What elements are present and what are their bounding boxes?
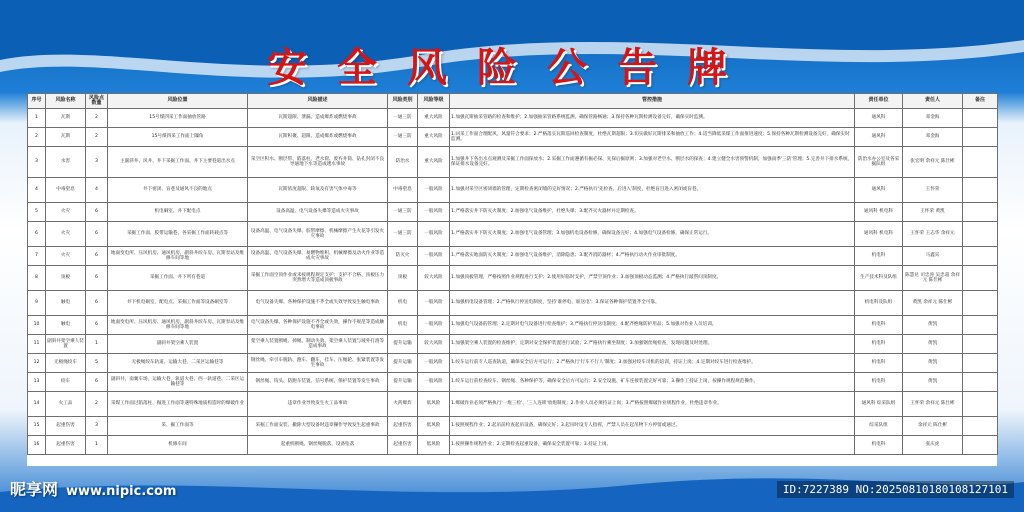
cell-note [963,392,998,417]
cell-note [963,316,998,335]
col-header: 备注 [963,94,998,109]
cell-level: 一般风险 [418,373,450,392]
cell-cat: 防治水 [388,147,418,178]
cell-measure: 1.严格落实地面防灭火制度；2.加强电气设备维护，消除隐患；3.配齐消防器材；4.严格执行动火作业审批制度。 [450,247,855,266]
cell-person: 张宏明 余祥元 陈仕彬 [903,147,963,178]
cell-note [963,354,998,373]
cell-person: 王怀荣 黄凯 [903,203,963,222]
cell-desc: 起重机断绳、钢丝绳脱落、设备坠落 [248,436,388,455]
col-header: 风险等级 [418,94,450,109]
col-header: 风险点数量 [86,94,108,109]
cell-name: 无极绳绞车 [46,354,86,373]
cell-person: 黄凯 [903,354,963,373]
cell-name: 瓦斯 [46,128,86,147]
cell-note [963,147,998,178]
cell-unit: 机电科及队组 [855,291,903,316]
cell-level: 较大风险 [418,335,450,354]
cell-person: 余祥元 陈仕彬 [903,417,963,436]
cell-note [963,178,998,203]
cell-note [963,247,998,266]
cell-location: 地面变电所、压风机房、通风机房、副斜井绞车房、瓦斯泵站及维修车间等地 [108,316,248,335]
cell-desc: 瓦斯超限、泄漏、造成爆炸或燃烧事故 [248,109,388,128]
cell-location: 无极绳绞车轨道、运输大巷、二采区运输巷等 [108,354,248,373]
cell-person: 王怀荣 余祥元 陈仕彬 [903,392,963,417]
cell-unit: 通风科 机电科 [855,222,903,247]
watermark-brand [10,477,176,500]
cell-location: 副斜井、南翼车场、运输大巷、轨道大巷、西一轨道巷、二采区运输巷等 [108,373,248,392]
cell-level: 一般风险 [418,203,450,222]
cell-note [963,436,998,455]
table-row [28,147,998,178]
cell-measure: 1.爆破作业必须严格执行'一炮三检'、'三人连锁'放炮制度；2.作业人员必须持证上岗；3.严格按照爆破作业规程作业，杜绝违章作业。 [450,392,855,417]
cell-person: 黄凯 [903,316,963,335]
cell-count: 3 [86,147,108,178]
cell-unit: 机电科 [855,354,903,373]
cell-count: 6 [86,203,108,222]
cell-desc: 采掘工作面安装、撤除大型设备时违章操作导致发生起重事故 [248,417,388,436]
cell-note [963,373,998,392]
cell-cat: 提升运输 [388,354,418,373]
cell-count: 1 [86,436,108,455]
cell-desc: 架空乘人装置断绳、掉绳、制动失效、架空乘人装置与坡外打滑等造成事故 [248,335,388,354]
cell-no: 8 [28,266,46,291]
cell-person: 王怀荣 王志华 余祥元 [903,222,963,247]
cell-location: 15号煤四采工作面上隅角 [108,128,248,147]
cell-no: 16 [28,436,46,455]
cell-no: 5 [28,203,46,222]
cell-no: 7 [28,247,46,266]
cell-unit: 防治水办公室及各采掘队组 [855,147,903,178]
cell-note [963,128,998,147]
cell-name: 触电 [46,316,86,335]
cell-unit: 机电科 [855,335,903,354]
cell-cat: 提升运输 [388,335,418,354]
table-row [28,316,998,335]
cell-note [963,291,998,316]
cell-cat: 一通三防 [388,128,418,147]
cell-cat: 机电 [388,291,418,316]
risk-table [27,93,998,455]
cell-person: 邓金海 [903,109,963,128]
cell-unit: 通风科 [855,109,903,128]
cell-count: 6 [86,222,108,247]
cell-person: 王怀荣 [903,178,963,203]
cell-no: 9 [28,291,46,316]
cell-desc: 设备高温、电气设备失爆、胶带摩擦、机械摩擦产生火花等引发火灾事故 [248,222,388,247]
table-row [28,354,998,373]
cell-name: 水害 [46,147,86,178]
cell-name: 火灾 [46,222,86,247]
cell-location: 机修车间 [108,436,248,455]
cell-cat: 一通三防 [388,222,418,247]
cell-level: 一般风险 [418,247,450,266]
cell-level: 低风险 [418,417,450,436]
cell-measure: 1.加强顶板管理，严格按照作业规程进行支护；2.使用好临时支护，严禁空顶作业；3.加强顶板动态监测；4.严格执行敲帮问顶制度。 [450,266,855,291]
cell-unit: 机电科 [855,316,903,335]
cell-measure: 1.绞车运行前检查绞车、钢丝绳、各种保护等，确保安全后方可运行；2.安全设施、矿车连接装置完好可靠；3.操作工持证上岗，按操作规程规范操作。 [450,373,855,392]
cell-name: 中毒窒息 [46,178,86,203]
cell-name: 起重伤害 [46,436,86,455]
cell-cat: 提升运输 [388,373,418,392]
cell-cat: 火药爆炸 [388,392,418,417]
cell-cat: 起重伤害 [388,436,418,455]
cell-level: 一般风险 [418,291,450,316]
cell-name: 起重伤害 [46,417,86,436]
cell-cat: 机电 [388,316,418,335]
cell-no: 15 [28,417,46,436]
cell-count: 6 [86,291,108,316]
cell-name: 瓦斯 [46,109,86,128]
cell-unit: 通风科 综采队组 [855,392,903,417]
table-row [28,373,998,392]
cell-unit: 通风科 [855,128,903,147]
table-row [28,392,998,417]
cell-count: 6 [86,373,108,392]
cell-location: 采掘工作面、胶带运输巷、各采掘工作面转载点等 [108,222,248,247]
cell-no: 12 [28,354,46,373]
table-row [28,247,998,266]
cell-note [963,109,998,128]
cell-name: 触电 [46,291,86,316]
cell-count: 6 [86,247,108,266]
cell-location: 15号煤四采工作面抽放管路 [108,109,248,128]
cell-unit: 通风科 机电科 [855,203,903,222]
table-row [28,436,998,455]
cell-desc: 设备高温、电气设备失爆、易燃物堆积、机械摩擦及动火作业等造成火灾事故 [248,247,388,266]
cell-desc: 违章作业导致发生火工品事故 [248,392,388,417]
cell-level: 重大风险 [418,128,450,147]
cell-location: 机电硐室、井下配电点 [108,203,248,222]
cell-level: 重大风险 [418,147,450,178]
cell-location: 采煤工作面过陷落柱、掘进工作面等遇特殊地质构造时的爆破作业 [108,392,248,417]
cell-cat: 起重伤害 [388,417,418,436]
watermark-id: ID:7227389 NO:20250810180108127101 [777,481,1014,498]
col-header: 风险位置 [108,94,248,109]
cell-desc: 电气设备失爆、各种保护设施不齐全或失效，操作不规范等造成触电事故 [248,316,388,335]
cell-no: 11 [28,335,46,354]
cell-no: 14 [28,392,46,417]
cell-level: 一般风险 [418,178,450,203]
cell-location: 副斜井架空乘人装置 [108,335,248,354]
table-row [28,203,998,222]
cell-level: 低风险 [418,392,450,417]
table-row [28,266,998,291]
watermark-url: www.nipic.com [66,484,177,499]
cell-person: 陈慧兑 司忠涛 吴忠超 余祥元 陈仕彬 [903,266,963,291]
cell-count: 5 [86,354,108,373]
cell-level: 重大风险 [418,109,450,128]
cell-cat: 中毒窒息 [388,178,418,203]
cell-unit: 综采队组 [855,417,903,436]
cell-no: 6 [28,222,46,247]
cell-person: 马鑫宾 [903,247,963,266]
cell-no: 10 [28,316,46,335]
cell-no: 2 [28,128,46,147]
col-header: 责任人 [903,94,963,109]
cell-measure: 1.按照规程作业；2.起吊前检查起吊设备，确保完好；3.起吊时设专人指挥，严禁人员在起吊物下方停留或通过。 [450,417,855,436]
cell-person: 黄凯 余祥元 陈仕彬 [903,291,963,316]
col-header: 风险描述 [248,94,388,109]
cell-measure: 1.加强瓦斯抽采管路的检查和维护；2.加强抽采管路系统监测，确保管路畅通；3.保持各种瓦斯检测设备完好，确保实时监测。 [450,109,855,128]
table-row [28,109,998,128]
cell-count: 2 [86,392,108,417]
cell-name: 火灾 [46,247,86,266]
cell-note [963,222,998,247]
cell-person: 黄凯 [903,335,963,354]
cell-note [963,203,998,222]
table-row [28,178,998,203]
cell-measure: 1.加强对采空区密闭墙的管理，定期检查密闭墙的完好情况；2.严格执行'先检查、后进入'制度，杜绝盲目进入密闭或盲巷。 [450,178,855,203]
cell-count: 6 [86,266,108,291]
cell-desc: 设备高温、电气设备失爆等造成火灾事故 [248,203,388,222]
col-header: 风险类别 [388,94,418,109]
cell-note [963,417,998,436]
cell-desc: 采掘工作面空顶作业或未按规程规定支护；支护不合格、顶板压力突然增大等造成顶板事故 [248,266,388,291]
cell-measure: 1.加强电气设备的管理；2.定期对电气设备进行检查维护；3.严格执行停送电制度；4.配齐绝缘防护用品；5.加强对作业人员培训。 [450,316,855,335]
cell-note [963,266,998,291]
cell-no: 1 [28,109,46,128]
cell-desc: 瓦斯积聚、超限、造成爆炸或燃烧事故 [248,128,388,147]
cell-location: 井下密闭、盲巷及通风不良的地点 [108,178,248,203]
cell-cat: 防灭火 [388,247,418,266]
cell-unit: 生产技术科及队组 [855,266,903,291]
cell-no: 13 [28,373,46,392]
cell-unit: 通风科 [855,178,903,203]
cell-unit: 机电科 [855,436,903,455]
cell-measure: 1.按照操作规程作业；2.定期检查起重设备，确保安全装置可靠；3.持证上岗。 [450,436,855,455]
cell-name: 顶板 [46,266,86,291]
cell-count: 1 [86,335,108,354]
cell-measure: 1.加强井下各出水点观测及采掘工作面探放水；2.采掘工作面遵循有掘必探、先探后掘原则；3.加强对老空水、断层水的探查；4.建立健全水害预警机制，加强雨季'三防'管理；5.完善井下排水系统，保证排水设备完好。 [450,147,855,178]
cell-person: 张庆虎 [903,436,963,455]
col-header: 管控措施 [450,94,855,109]
cell-location: 采掘工作面、井下所有巷道 [108,266,248,291]
col-header: 序号 [28,94,46,109]
table-row [28,128,998,147]
col-header: 风险名称 [46,94,86,109]
cell-measure: 1.加强架空乘人装置的检查维护，定期对安全保护装置进行试验；2.严格执行乘坐制度；3.加强钢丝绳检查，发现问题及时处理。 [450,335,855,354]
cell-no: 3 [28,147,46,178]
cell-desc: 采空区积水、断层带、陷落柱、老水窟、废弃井筒、钻孔封闭不良导通地下水等造成透水事故 [248,147,388,178]
cell-note [963,335,998,354]
table-row [28,291,998,316]
watermark-brand-text: 昵享网 [10,480,59,499]
cell-measure: 1.严格落实井下防灭火制度；2.加强电气设备维护，杜绝失爆；3.配齐灭火器材并定期检查。 [450,203,855,222]
col-header: 责任单位 [855,94,903,109]
cell-desc: 钢丝绳、牵引车脱轨、跑车、翻车，挂车、压绳轮、张紧装置等发生事故 [248,354,388,373]
cell-desc: 瓦斯浓度超限、缺氧及有害气体中毒等 [248,178,388,203]
cell-location: 地面变电所、压风机房、通风机房、副斜井绞车房、瓦斯泵站及维修车间等地 [108,247,248,266]
cell-count: 3 [86,417,108,436]
cell-desc: 电气设备失爆、各种保护设施不齐全或失效导致发生触电事故 [248,291,388,316]
board-title: 安全风险公告牌 [267,44,757,91]
cell-measure: 1.严格落实井下防灭火制度；2.加强电气设备管理；3.加强机电设备检修，确保设备完好；4.加强电气设备检修，确保正常运行。 [450,222,855,247]
cell-count: 2 [86,109,108,128]
cell-level: 低风险 [418,436,450,455]
cell-cat: 一通三防 [388,203,418,222]
cell-no: 4 [28,178,46,203]
cell-measure: 1.加强机电设备管理；2.严格执行停送电制度，坚持'谁停电、谁送电'；3.保证各种保护装置齐全可靠。 [450,291,855,316]
cell-count: 2 [86,128,108,147]
cell-desc: 钢丝绳、钩头、防跑车装置、信号系统、保护装置等发生事故 [248,373,388,392]
cell-person: 黄凯 [903,373,963,392]
cell-unit: 机电科 [855,247,903,266]
cell-count: 4 [86,178,108,203]
cell-name: 火工品 [46,392,86,417]
cell-cat: 一通三防 [388,109,418,128]
cell-unit: 机电科 [855,373,903,392]
cell-person: 邓金海 [903,128,963,147]
table-row [28,417,998,436]
cell-level: 一般风险 [418,354,450,373]
cell-location: 采、掘工作面等 [108,417,248,436]
cell-level: 一般风险 [418,316,450,335]
cell-name: 副斜井架空乘人装置 [46,335,86,354]
cell-location: 井下机电硐室、配电点、采掘工作面等设备硐室等 [108,291,248,316]
risk-table-panel [27,93,997,466]
cell-location: 主副斜井、风井、井下采掘工作面、井下主要巷道出水点 [108,147,248,178]
cell-level: 一般风险 [418,222,450,247]
table-row [28,335,998,354]
cell-measure: 1.绞车运行前专人巡查轨道，确保安全后方可运行；2.严格执行'行车不行人'制度；3.加强对绞车司机的培训，持证上岗；4.定期对绞车进行检查维护。 [450,354,855,373]
cell-measure: 1.回采工作面合理配风，风量符合要求；2.严格落实瓦斯巡回检查制度，杜绝瓦斯超限；3.切实做好瓦斯排采和抽放工作；4.适当降低采煤工作面推进速度；5.保持各种瓦斯检测设备完好，确保实时监测。 [450,128,855,147]
table-header-row [28,94,998,109]
cell-name: 绞车 [46,373,86,392]
cell-cat: 顶板 [388,266,418,291]
table-row [28,222,998,247]
cell-count: 6 [86,316,108,335]
cell-level: 较大风险 [418,266,450,291]
cell-name: 火灾 [46,203,86,222]
